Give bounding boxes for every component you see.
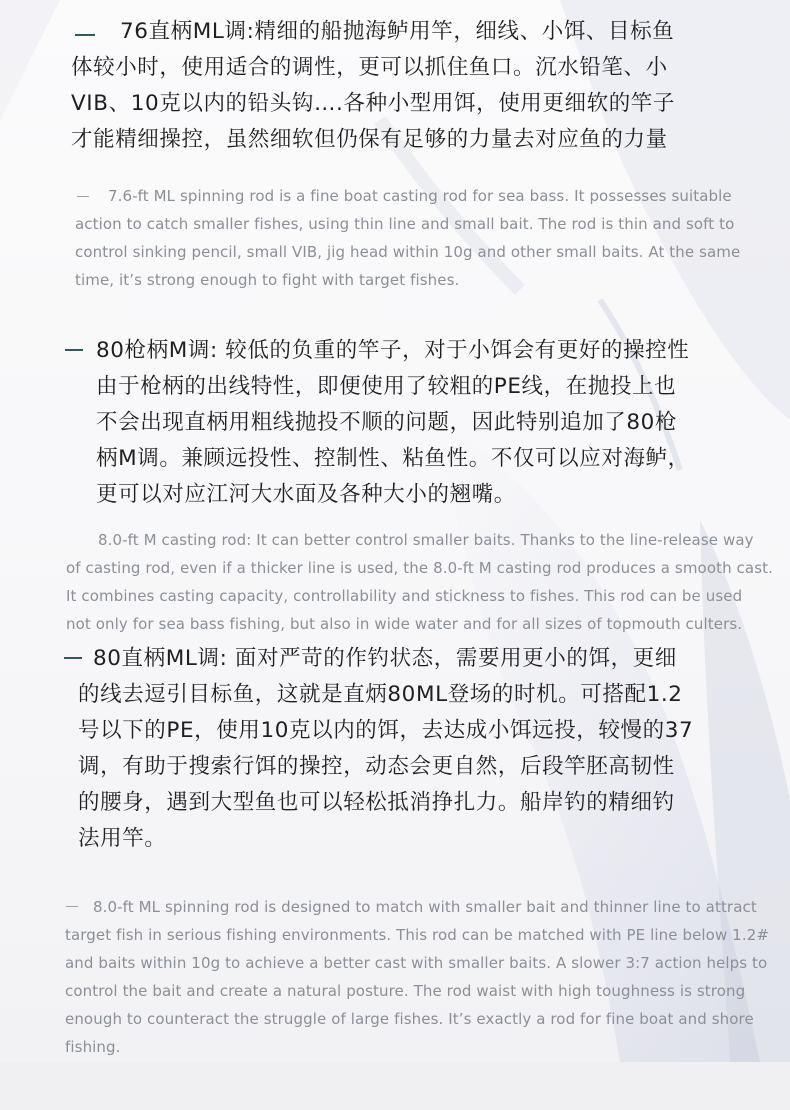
section-3-zh-line: 的腰身，遇到大型鱼也可以轻松抵消挣扎力。船岸钓的精细钓 (78, 790, 675, 815)
section-2-en-line: It combines casting capacity, controllability and stickness to fishes. This rod can be used (66, 587, 743, 605)
section-3-en-line: and baits within 10g to achieve a better cast with smaller baits. A slower 3:7 action helps to (65, 954, 768, 972)
section-2-zh-line: 80枪柄M调: 较低的负重的竿子，对于小饵会有更好的操控性 (96, 338, 690, 363)
section-1-en-line: control sinking pencil, small VIB, jig head within 10g and other small baits. At the same (75, 243, 741, 261)
section-3-en-line: fishing. (65, 1038, 121, 1056)
section-3-english-text-body (65, 921, 769, 1061)
section-3-zh-line: 法用竿。 (78, 826, 167, 851)
section-3-chinese-text (93, 641, 677, 677)
section-1-english-dash (77, 196, 89, 197)
section-3-en-line: 8.0-ft ML spinning rod is designed to match with smaller bait and thinner line to attract (93, 898, 757, 916)
section-2-en-line: of casting rod, even if a thicker line is used, the 8.0-ft M casting rod produces a smooth cast. (66, 559, 773, 577)
section-2-zh-line: 不会出现直柄用粗线抛投不顺的问题，因此特别追加了80枪 (96, 410, 678, 435)
section-1-zh-line: 才能精细操控，虽然细软但仍保有足够的力量去对应鱼的力量 (71, 127, 668, 152)
section-2-zh-line: 更可以对应江河大水面及各种大小的翘嘴。 (96, 482, 516, 507)
section-1-accent-dash (75, 34, 95, 36)
section-2-zh-line: 由于枪柄的出线特性，即便使用了较粗的PE线，在抛投上也 (96, 374, 677, 399)
section-1-english-text-body (75, 210, 740, 294)
section-2-english-text (98, 526, 754, 554)
section-2-zh-line: 柄M调。兼顾远投性、控制性、粘鱼性。不仅可以应对海鲈， (96, 446, 690, 471)
section-3-zh-line: 的线去逗引目标鱼，这就是直炳80ML登场的时机。可搭配1.2 (78, 682, 683, 707)
section-1-chinese-text (120, 14, 674, 50)
section-2-accent-dash (65, 349, 83, 351)
section-3-zh-line: 调，有助于搜索行饵的操控，动态会更自然，后段竿胚高韧性 (78, 754, 675, 779)
section-1-chinese-text-body (71, 50, 675, 158)
section-2-en-line: 8.0-ft M casting rod: It can better control smaller baits. Thanks to the line-release way (98, 531, 754, 549)
section-3-chinese-text-body (78, 677, 693, 857)
section-1-en-line: 7.6-ft ML spinning rod is a fine boat casting rod for sea bass. It possesses suitable (108, 187, 732, 205)
section-3-zh-line: 80直柄ML调: 面对严苛的作钓状态，需要用更小的饵，更细 (93, 646, 677, 671)
section-1-zh-line: 体较小时，使用适合的调性，更可以抓住鱼口。沉水铅笔、小 (71, 55, 668, 80)
section-3-english-text (93, 893, 757, 921)
section-3-accent-dash (64, 657, 82, 659)
section-1-zh-line: VIB、10克以内的铅头钩….各种小型用饵，使用更细软的竿子 (71, 91, 675, 116)
bottom-margin (0, 1062, 790, 1110)
section-3-en-line: enough to counteract the struggle of large fishes. It’s exactly a rod for fine boat and shore (65, 1010, 754, 1028)
section-3-en-line: control the bait and create a natural posture. The rod waist with high toughness is strong (65, 982, 746, 1000)
section-3-english-dash (66, 906, 78, 907)
section-1-zh-line: 76直柄ML调:精细的船抛海鲈用竿，细线、小饵、目标鱼 (120, 19, 675, 44)
section-2-english-text-body (66, 554, 773, 638)
section-1-en-line: action to catch smaller fishes, using thin line and small bait. The rod is thin and soft to (75, 215, 735, 233)
section-1-english-text (108, 182, 732, 210)
section-2-en-line: not only for sea bass fishing, but also in wide water and for all sizes of topmouth culters. (66, 615, 743, 633)
section-1-en-line: time, it’s strong enough to fight with target fishes. (75, 271, 460, 289)
section-3-zh-line: 号以下的PE，使用10克以内的饵，去达成小饵远投，较慢的37 (78, 718, 694, 743)
section-3-en-line: target fish in serious fishing environments. This rod can be matched with PE line below 1.2# (65, 926, 770, 944)
section-2-chinese-text (96, 333, 690, 513)
